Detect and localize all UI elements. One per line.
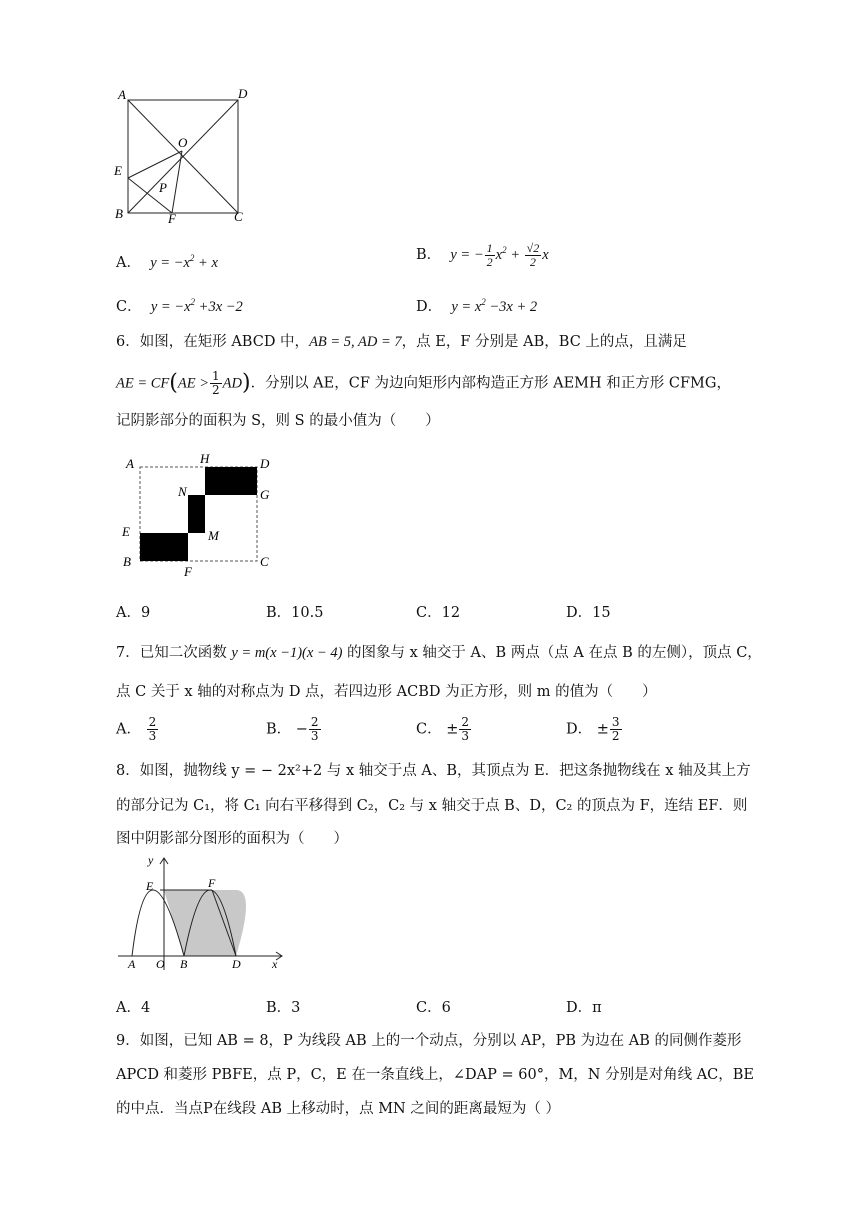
label-A: A xyxy=(128,957,136,971)
q6-line-2: AE = CF(AE > $\frac{1}{2}$ AD)．分别以 AE，CF 为边向矩形内部构造正方形 AEMH 和正方形 CFMG， xyxy=(116,369,731,397)
figure-q5-square xyxy=(108,82,258,224)
q6-option-d: D．15 xyxy=(566,605,611,621)
label-F: F xyxy=(184,564,192,579)
label-E: E xyxy=(122,524,130,539)
q6-line-1: 6．如图，在矩形 ABCD 中，AB = 5, AD = 7，点 E，F 分别是 AB，BC 上的点，且满足 xyxy=(116,334,687,350)
label-O: O xyxy=(178,135,188,150)
q8-option-c: C．6 xyxy=(416,1000,451,1016)
label-E: E xyxy=(146,879,154,893)
q6-line-3: 记阴影部分的面积为 S，则 S 的最小值为（ ） xyxy=(116,413,440,429)
q5-option-b: B． y = − $\frac{1}{2}$ $x^2$ + $\frac{√2}{2}$ x xyxy=(416,241,549,269)
q9-line-1: 9．如图，已知 AB = 8，P 为线段 AB 上的一个动点，分别以 AP，PB 为边在 AB 的同侧作菱形 xyxy=(116,1033,742,1049)
label-D: D xyxy=(232,957,241,971)
label-A: A xyxy=(126,456,134,471)
label-D: D xyxy=(238,86,248,101)
label-O: O xyxy=(156,957,165,971)
label-C: C xyxy=(260,554,269,569)
q7-option-d: D． ± $\frac{3}{2}$ xyxy=(566,715,620,743)
label-E: E xyxy=(114,163,122,178)
q6-option-c: C．12 xyxy=(416,605,461,621)
label-A: A xyxy=(118,87,126,102)
q6-option-a: A．9 xyxy=(116,605,151,621)
q6-option-b: B．10.5 xyxy=(266,605,324,621)
q8-line-2: 的部分记为 C₁，将 C₁ 向右平移得到 C₂，C₂ 与 x 轴交于点 B、D，C₂ 的顶点为 F，连结 EF．则 xyxy=(116,798,748,814)
q7-option-a: A． $\frac{2}{3}$ xyxy=(116,715,157,743)
q9-line-2: APCD 和菱形 PBFE，点 P，C，E 在一条直线上，∠DAP = 60°，M，N 分别是对角线 AC，BE xyxy=(116,1067,755,1083)
label-x: x xyxy=(272,957,278,971)
label-D: D xyxy=(260,456,270,471)
label-F: F xyxy=(168,211,176,224)
label-B: B xyxy=(115,206,123,221)
q5-option-c: C． $y = -x^2 +3x -2$ xyxy=(116,297,243,315)
q7-line-1: 7．已知二次函数 y = m(x −1)(x − 4) 的图象与 x 轴交于 A、B 两点（点 A 在点 B 的左侧），顶点 C， xyxy=(116,645,762,661)
q5-option-a: A． $y = -x^2 + x$ xyxy=(116,253,218,271)
label-N: N xyxy=(178,484,187,499)
label-H: H xyxy=(200,451,210,466)
label-M: M xyxy=(208,528,219,543)
q7-option-b: B． − $\frac{2}{3}$ xyxy=(266,715,319,743)
q8-option-d: D．π xyxy=(566,1000,602,1016)
figure-q6-rectangle xyxy=(116,450,286,580)
q8-option-b: B．3 xyxy=(266,1000,301,1016)
label-G: G xyxy=(260,487,270,502)
q9-line-3: 的中点．当点P在线段 AB 上移动时，点 MN 之间的距离最短为（ ） xyxy=(116,1101,560,1117)
q8-line-1: 8．如图，抛物线 y = − 2x²+2 与 x 轴交于点 A、B，其顶点为 E．把这条抛物线在 x 轴及其上方 xyxy=(116,763,751,779)
q7-option-c: C． ± $\frac{2}{3}$ xyxy=(416,715,470,743)
label-C: C xyxy=(234,209,243,224)
label-B: B xyxy=(123,554,131,569)
figure-q8-parabolas xyxy=(112,852,288,972)
q8-option-a: A．4 xyxy=(116,1000,151,1016)
label-F: F xyxy=(208,876,216,890)
label-P: P xyxy=(159,180,167,195)
q8-line-3: 图中阴影部分图形的面积为（ ） xyxy=(116,831,348,847)
label-B: B xyxy=(180,957,188,971)
q7-line-2: 点 C 关于 x 轴的对称点为 D 点，若四边形 ACBD 为正方形，则 m 的值为（ ） xyxy=(116,684,657,700)
label-y: y xyxy=(148,853,154,867)
q5-option-d: D． $y = x^2 -3x + 2$ xyxy=(416,297,538,315)
